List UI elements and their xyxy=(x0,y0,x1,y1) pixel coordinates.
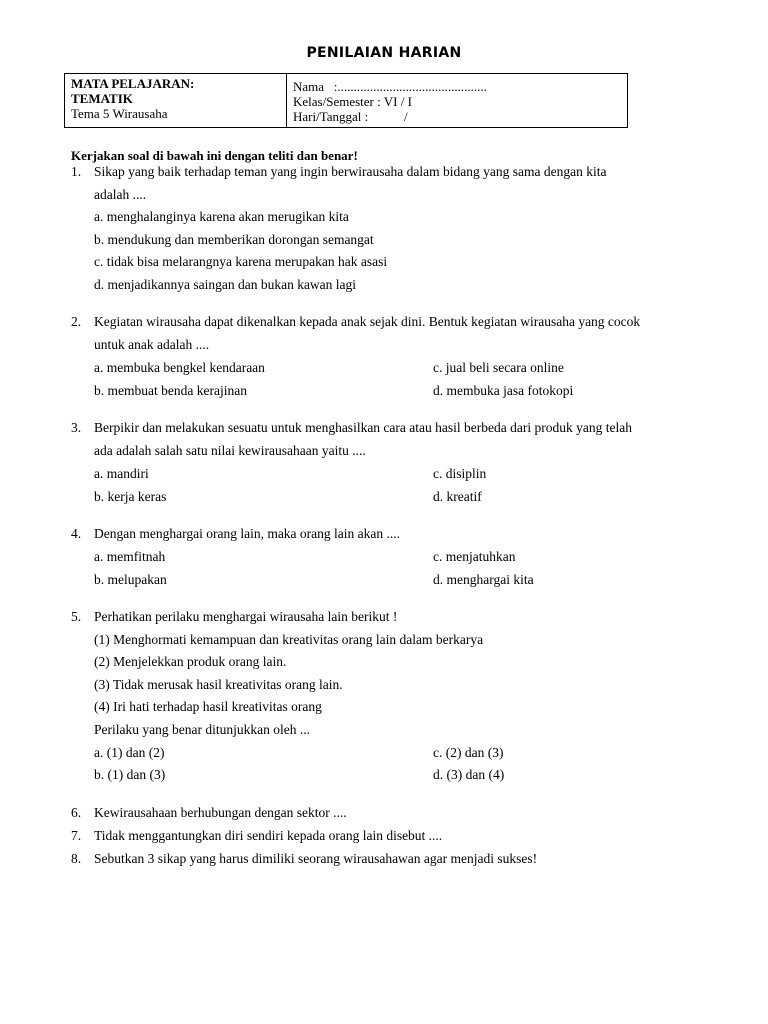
option: c. (2) dan (3) xyxy=(433,745,504,760)
name-line xyxy=(293,79,627,94)
question-text: Sebutkan 3 sikap yang harus dimiliki seorang wirausahawan agar menjadi sukses! xyxy=(94,851,538,866)
option: b. kerja keras xyxy=(94,489,167,504)
page-title: PENILAIAN HARIAN xyxy=(306,45,462,61)
option: c. tidak bisa melarangnya karena merupakan hak asasi xyxy=(94,254,388,269)
statement: (4) Iri hati terhadap hasil kreativitas orang xyxy=(94,699,322,714)
option: b. membuat benda kerajinan xyxy=(94,383,247,398)
question-text: Kewirausahaan berhubungan dengan sektor .... xyxy=(94,805,347,820)
option: d. menghargai kita xyxy=(433,572,534,587)
subject-cell xyxy=(65,74,287,127)
question-text: Kegiatan wirausaha dapat dikenalkan kepada anak sejak dini. Bentuk kegiatan wirausaha yang cocok xyxy=(94,314,641,329)
day-date: Hari/Tanggal : / xyxy=(293,109,408,124)
option: a. menghalanginya karena akan merugikan kita xyxy=(94,209,349,224)
subject-label: MATA PELAJARAN: xyxy=(71,76,195,91)
theme-name: Tema 5 Wirausaha xyxy=(71,106,168,121)
option: b. melupakan xyxy=(94,572,167,587)
option: c. disiplin xyxy=(433,466,487,481)
question-number: 4. xyxy=(71,526,82,541)
option: d. menjadikannya saingan dan bukan kawan lagi xyxy=(94,277,357,292)
option: a. mandiri xyxy=(94,466,149,481)
instruction: Kerjakan soal di bawah ini dengan teliti dan benar! xyxy=(71,148,358,163)
header-table xyxy=(64,73,628,128)
class-semester: Kelas/Semester : VI / I xyxy=(293,94,412,109)
statement: (2) Menjelekkan produk orang lain. xyxy=(94,654,287,669)
question-text: ada adalah salah satu nilai kewirausahaan yaitu .... xyxy=(94,443,366,458)
question-number: 7. xyxy=(71,828,82,843)
question-number: 8. xyxy=(71,851,82,866)
question-text: untuk anak adalah .... xyxy=(94,337,210,352)
question-text: Perilaku yang benar ditunjukkan oleh ... xyxy=(94,722,310,737)
option: d. membuka jasa fotokopi xyxy=(433,383,574,398)
option: a. membuka bengkel kendaraan xyxy=(94,360,265,375)
statement: (3) Tidak merusak hasil kreativitas orang lain. xyxy=(94,677,343,692)
question-text: Dengan menghargai orang lain, maka orang lain akan .... xyxy=(94,526,401,541)
option: d. (3) dan (4) xyxy=(433,767,505,782)
option: c. menjatuhkan xyxy=(433,549,516,564)
question-text: Sikap yang baik terhadap teman yang ingin berwirausaha dalam bidang yang sama dengan kita xyxy=(94,164,607,179)
question-number: 3. xyxy=(71,420,82,435)
question-text: adalah .... xyxy=(94,187,147,202)
statement: (1) Menghormati kemampuan dan kreativitas orang lain dalam berkarya xyxy=(94,632,484,647)
question-number: 6. xyxy=(71,805,82,820)
option: a. memfitnah xyxy=(94,549,166,564)
subject-name: TEMATIK xyxy=(71,91,133,106)
question-text: Perhatikan perilaku menghargai wirausaha lain berikut ! xyxy=(94,609,398,624)
question-number: 2. xyxy=(71,314,82,329)
student-info-cell xyxy=(287,74,627,127)
option: b. (1) dan (3) xyxy=(94,767,166,782)
question-number: 1. xyxy=(71,164,82,179)
question-number: 5. xyxy=(71,609,82,624)
name-label: Nama xyxy=(293,79,325,94)
option: a. (1) dan (2) xyxy=(94,745,165,760)
option: b. mendukung dan memberikan dorongan semangat xyxy=(94,232,374,247)
name-dots: :.............................................. xyxy=(333,79,487,94)
question-text: Tidak menggantungkan diri sendiri kepada orang lain disebut .... xyxy=(94,828,443,843)
option: d. kreatif xyxy=(433,489,482,504)
option: c. jual beli secara online xyxy=(433,360,564,375)
question-text: Berpikir dan melakukan sesuatu untuk menghasilkan cara atau hasil berbeda dari produk yang telah xyxy=(94,420,632,435)
